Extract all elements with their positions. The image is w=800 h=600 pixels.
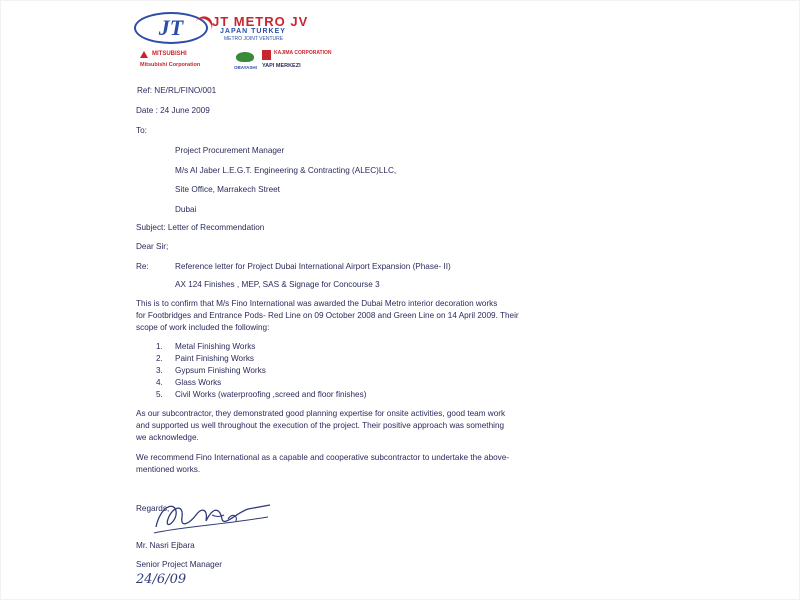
kajima-icon	[262, 50, 271, 60]
addressee-city: Dubai	[175, 205, 197, 214]
partner-mitsubishi-corp: Mitsubishi Corporation	[140, 62, 201, 68]
reference-number: Ref: NE/RL/FINO/001	[137, 86, 217, 95]
handwritten-date: 24/6/09	[136, 572, 187, 587]
re-line-2: AX 124 Finishes , MEP, SAS & Signage for Concourse 3	[175, 280, 380, 289]
signatory-title: Senior Project Manager	[136, 560, 223, 569]
signatory-name: Mr. Nasri Ejbara	[136, 541, 195, 550]
mitsubishi-icon	[140, 51, 148, 58]
letter-date: Date : 24 June 2009	[136, 106, 210, 115]
company-subline: JAPAN TURKEY	[220, 28, 286, 35]
body-paragraph-3-line-1: We recommend Fino International as a capable and cooperative subcontractor to undertake the above-	[136, 453, 510, 462]
to-label: To:	[136, 126, 147, 135]
obayashi-icon	[236, 52, 254, 62]
partner-kajima: KAJIMA CORPORATION	[274, 50, 332, 56]
scope-number: 2.	[156, 354, 163, 363]
body-paragraph-3-line-2: mentioned works.	[136, 465, 201, 474]
addressee-title: Project Procurement Manager	[175, 146, 285, 155]
scope-item: Gypsum Finishing Works	[175, 366, 266, 375]
partner-obayashi: OBAYASHI	[234, 65, 257, 70]
scope-item: Glass Works	[175, 378, 222, 387]
regards: Regards,	[136, 504, 170, 513]
scope-item: Paint Finishing Works	[175, 354, 255, 363]
subject-line: Subject: Letter of Recommendation	[136, 223, 265, 232]
re-line-1: Reference letter for Project Dubai International Airport Expansion (Phase- II)	[175, 262, 451, 271]
jt-logo-icon: JT	[134, 12, 208, 44]
partner-yapi: YAPI MERKEZI	[262, 63, 301, 69]
company-name: JT METRO JV	[212, 14, 309, 29]
body-paragraph-1-line-2: for Footbridges and Entrance Pods- Red Line on 09 October 2008 and Green Line on 14 April 2009. Their	[136, 311, 519, 320]
signature-icon	[150, 497, 274, 541]
body-paragraph-2-line-1: As our subcontractor, they demonstrated good planning expertise for onsite activities, good team work	[136, 409, 506, 418]
company-subline-2: METRO JOINT VENTURE	[224, 36, 284, 42]
scope-item: Civil Works (waterproofing ,screed and floor finishes)	[175, 390, 367, 399]
partner-mitsubishi-heavy: MITSUBISHI	[152, 51, 187, 57]
body-paragraph-2-line-3: we acknowledge.	[136, 433, 199, 442]
scope-number: 1.	[156, 342, 163, 351]
letterhead-logo	[134, 8, 344, 44]
scope-number: 5.	[156, 390, 163, 399]
addressee-company: M/s Al Jaber L.E.G.T. Engineering & Contracting (ALEC)LLC,	[175, 166, 397, 175]
salutation: Dear Sir;	[136, 242, 169, 251]
body-paragraph-2-line-2: and supported us well throughout the execution of the project. Their positive approach was something	[136, 421, 505, 430]
scope-number: 3.	[156, 366, 163, 375]
re-label: Re:	[136, 262, 149, 271]
scope-number: 4.	[156, 378, 163, 387]
addressee-site: Site Office, Marrakech Street	[175, 185, 280, 194]
body-paragraph-1-line-1: This is to confirm that M/s Fino International was awarded the Dubai Metro interior decoration works	[136, 299, 498, 308]
body-paragraph-1-line-3: scope of work included the following:	[136, 323, 270, 332]
scope-item: Metal Finishing Works	[175, 342, 256, 351]
